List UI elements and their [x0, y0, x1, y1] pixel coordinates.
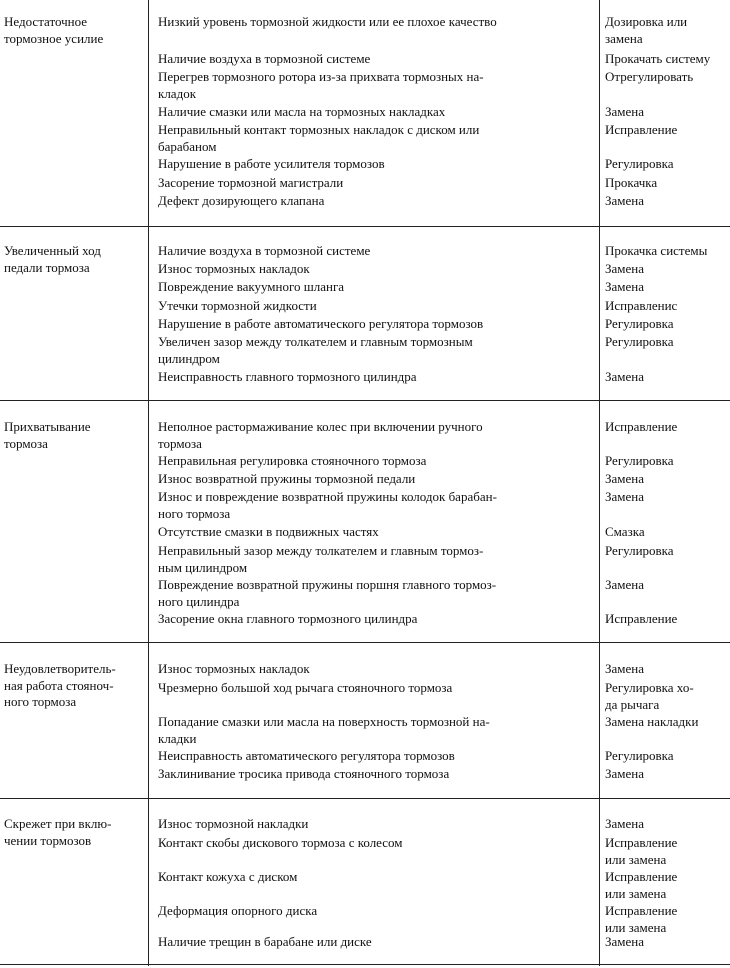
cause-cell: Утечки тормозной жидкости	[158, 298, 317, 313]
remedy-cell: Замена накладки	[605, 714, 699, 729]
cause-cell: Наличие трещин в барабане или диске	[158, 934, 372, 949]
cause-cell: Низкий уровень тормозной жидкости или ее плохое качество	[158, 14, 497, 29]
symptom-label: Неудовлетворитель- ная работа стояноч- ного тормоза	[4, 661, 116, 709]
symptom-label: Скрежет при вклю- чении тормозов	[4, 816, 112, 848]
remedy-cell: Дозировка или замена	[605, 14, 688, 46]
cause-cell: Неисправность главного тормозного цилиндра	[158, 369, 417, 384]
cause-cell: Неправильная регулировка стояночного тормоза	[158, 453, 427, 468]
symptom-label: Прихватывание тормоза	[4, 419, 91, 451]
cause-cell: Неправильный зазор между толкателем и главным тормоз- ным цилиндром	[158, 543, 484, 575]
cause-cell: Наличие воздуха в тормозной системе	[158, 243, 371, 258]
remedy-cell: Замена	[605, 261, 645, 276]
column-divider	[148, 0, 149, 966]
symptom-label: Недостаточное тормозное усилие	[4, 14, 104, 46]
remedy-cell: Замена	[605, 279, 645, 294]
cause-cell: Наличие воздуха в тормозной системе	[158, 51, 371, 66]
table-bottom-border	[0, 964, 730, 965]
remedy-cell: Исправление	[605, 122, 678, 137]
group-divider	[0, 226, 730, 227]
cause-cell: Износ тормозной накладки	[158, 816, 309, 831]
remedy-cell: Замена	[605, 577, 645, 592]
cause-cell: Неправильный контакт тормозных накладок с диском или барабаном	[158, 122, 480, 154]
cause-cell: Износ тормозных накладок	[158, 261, 310, 276]
remedy-cell: Регулировка хо- да рычага	[605, 680, 694, 712]
remedy-cell: Исправление или замена	[605, 869, 678, 901]
remedy-cell: Исправленис	[605, 298, 678, 313]
cause-cell: Нарушение в работе автоматического регулятора тормозов	[158, 316, 484, 331]
remedy-cell: Прокачка	[605, 175, 658, 190]
remedy-cell: Замена	[605, 816, 645, 831]
remedy-cell: Замена	[605, 471, 645, 486]
cause-cell: Наличие смазки или масла на тормозных накладках	[158, 104, 446, 119]
remedy-cell: Регулировка	[605, 334, 674, 349]
remedy-cell: Исправление	[605, 419, 678, 434]
cause-cell: Засорение тормозной магистрали	[158, 175, 344, 190]
remedy-cell: Смазка	[605, 524, 645, 539]
remedy-cell: Исправление	[605, 611, 678, 626]
remedy-cell: Регулировка	[605, 453, 674, 468]
remedy-cell: Регулировка	[605, 316, 674, 331]
remedy-cell: Замена	[605, 934, 645, 949]
remedy-cell: Замена	[605, 661, 645, 676]
cause-cell: Увеличен зазор между толкателем и главным тормозным цилиндром	[158, 334, 473, 366]
remedy-cell: Регулировка	[605, 156, 674, 171]
remedy-cell: Замена	[605, 489, 645, 504]
cause-cell: Повреждение вакуумного шланга	[158, 279, 345, 294]
remedy-cell: Исправление или замена	[605, 835, 678, 867]
cause-cell: Заклинивание тросика привода стояночного тормоза	[158, 766, 450, 781]
remedy-cell: Прокачать систему	[605, 51, 711, 66]
remedy-cell: Отрегулировать	[605, 69, 694, 84]
cause-cell: Дефект дозирующего клапана	[158, 193, 325, 208]
cause-cell: Контакт кожуха с диском	[158, 869, 298, 884]
cause-cell: Неполное растормаживание колес при включении ручного тормоза	[158, 419, 483, 451]
cause-cell: Износ и повреждение возвратной пружины колодок барабан- ного тормоза	[158, 489, 497, 521]
remedy-cell: Замена	[605, 766, 645, 781]
remedy-cell: Замена	[605, 104, 645, 119]
cause-cell: Отсутствие смазки в подвижных частях	[158, 524, 379, 539]
remedy-cell: Замена	[605, 369, 645, 384]
column-divider	[599, 0, 600, 966]
remedy-cell: Прокачка системы	[605, 243, 708, 258]
cause-cell: Неисправность автоматического регулятора тормозов	[158, 748, 455, 763]
cause-cell: Нарушение в работе усилителя тормозов	[158, 156, 385, 171]
remedy-cell: Регулировка	[605, 748, 674, 763]
cause-cell: Деформация опорного диска	[158, 903, 318, 918]
group-divider	[0, 798, 730, 799]
cause-cell: Контакт скобы дискового тормоза с колесом	[158, 835, 403, 850]
remedy-cell: Регулировка	[605, 543, 674, 558]
cause-cell: Перегрев тормозного ротора из-за прихвата тормозных на- кладок	[158, 69, 484, 101]
cause-cell: Износ тормозных накладок	[158, 661, 310, 676]
symptom-label: Увеличенный ход педали тормоза	[4, 243, 101, 275]
group-divider	[0, 642, 730, 643]
cause-cell: Износ возвратной пружины тормозной педали	[158, 471, 416, 486]
cause-cell: Засорение окна главного тормозного цилиндра	[158, 611, 418, 626]
remedy-cell: Замена	[605, 193, 645, 208]
group-divider	[0, 400, 730, 401]
cause-cell: Повреждение возвратной пружины поршня главного тормоз- ного цилиндра	[158, 577, 497, 609]
remedy-cell: Исправление или замена	[605, 903, 678, 935]
cause-cell: Попадание смазки или масла на поверхность тормозной на- кладки	[158, 714, 490, 746]
cause-cell: Чрезмерно большой ход рычага стояночного тормоза	[158, 680, 453, 695]
